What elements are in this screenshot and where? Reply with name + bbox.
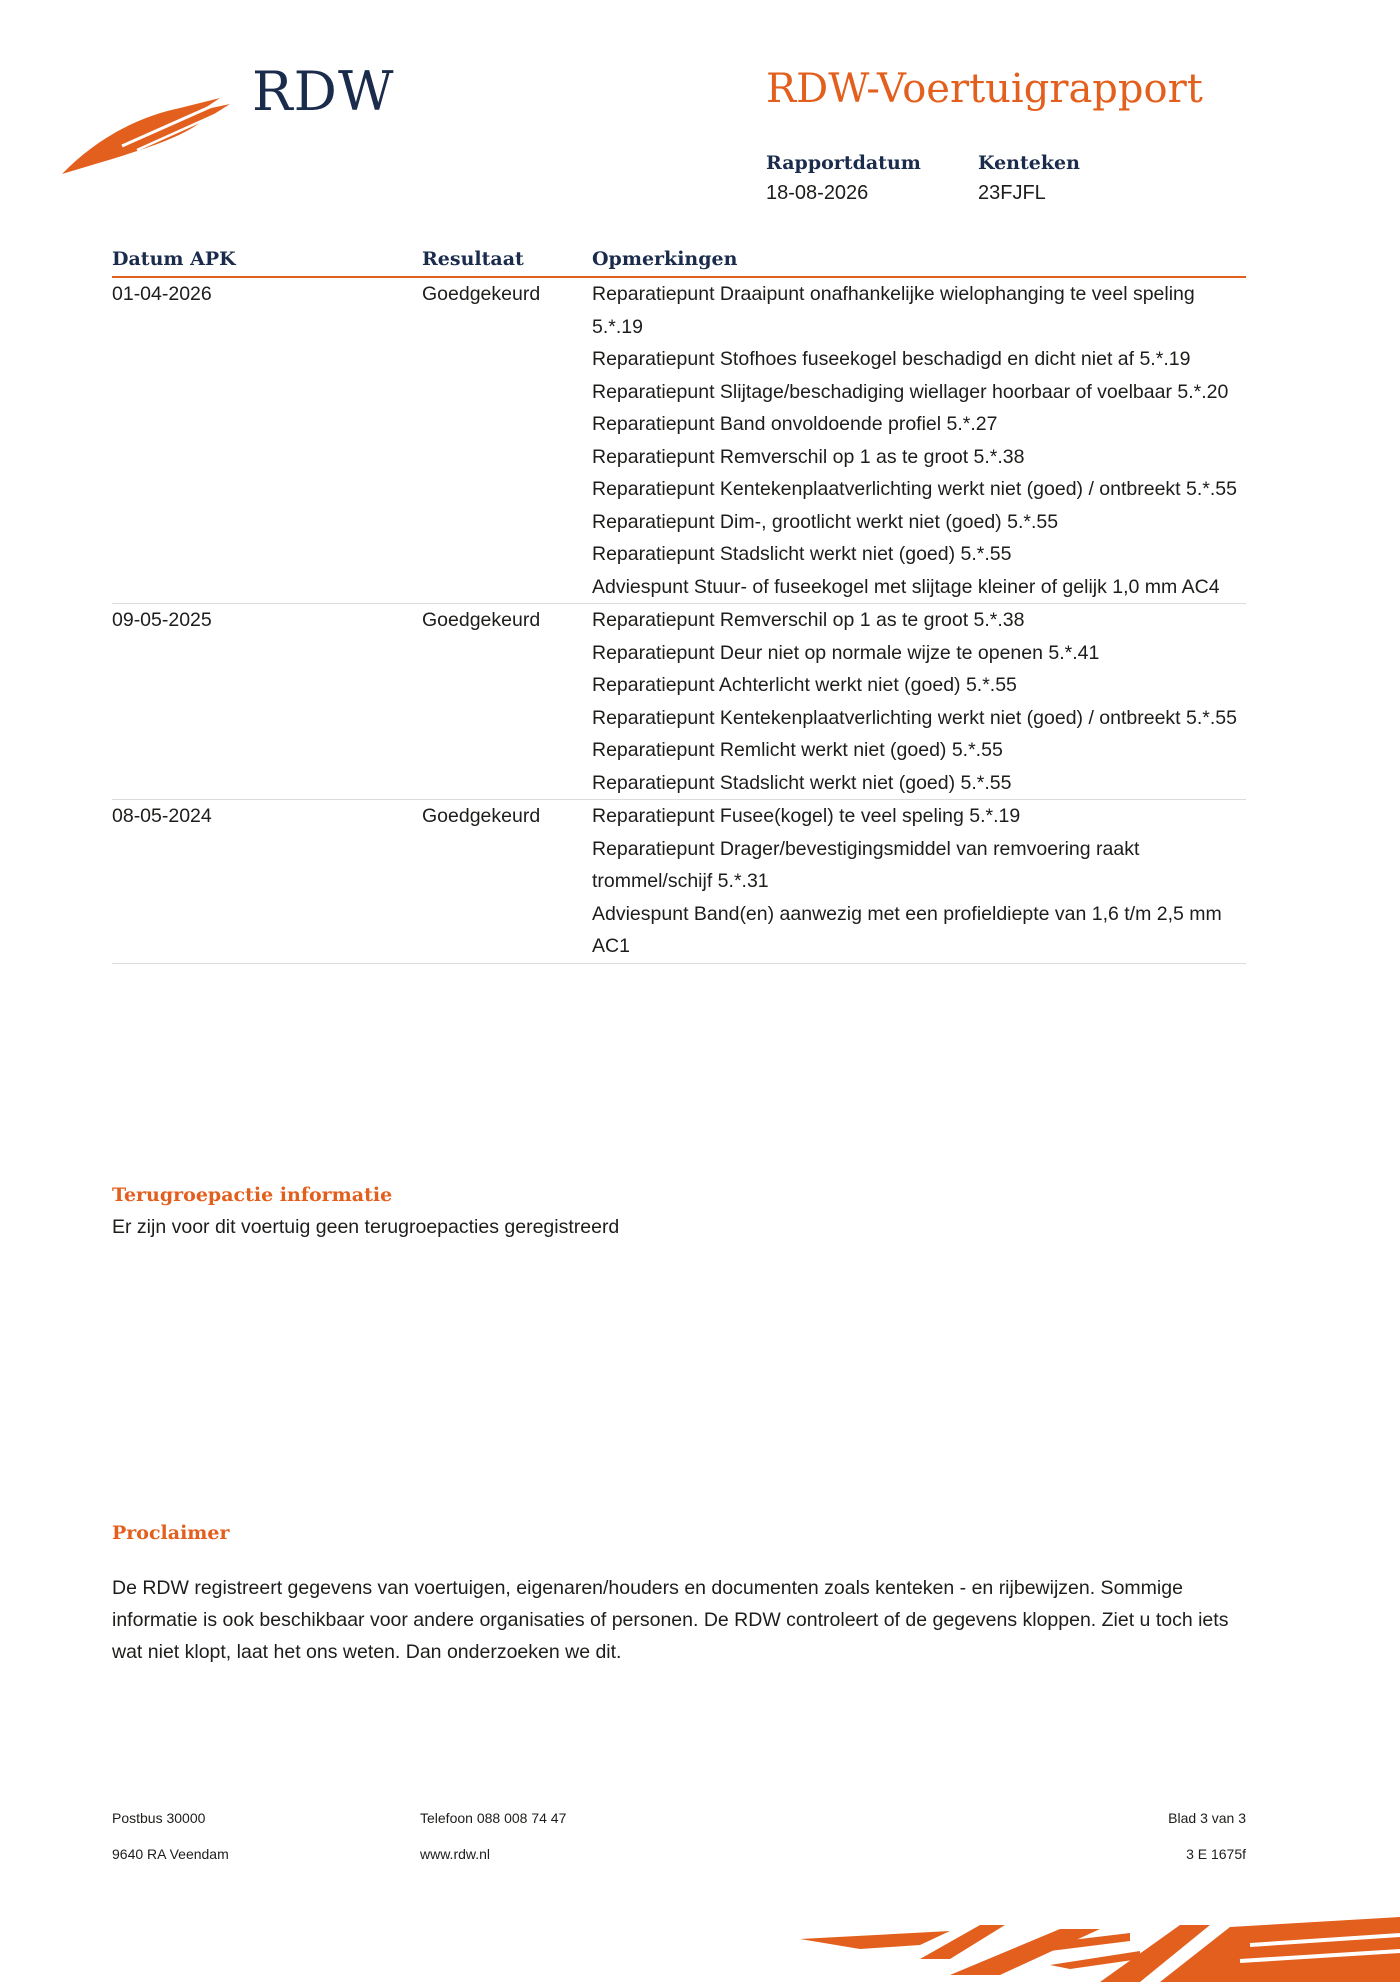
remark-item: Adviespunt Band(en) aanwezig met een profieldiepte van 1,6 t/m 2,5 mm AC1 [592,902,1222,957]
remark-item: Reparatiepunt Band onvoldoende profiel 5.*.27 [592,413,998,435]
apk-date: 09-05-2025 [112,604,422,800]
plate-value: 23FJFL [978,182,1046,204]
remark-item: Reparatiepunt Kentekenplaatverlichting werkt niet (goed) / ontbreekt 5.*.55 [592,706,1237,729]
apk-date: 08-05-2024 [112,800,422,964]
apk-result: Goedgekeurd [422,604,592,800]
table-header-row [112,246,1246,277]
logo-text: RDW [252,60,395,123]
remark-item: Reparatiepunt Stadslicht werkt niet (goed) 5.*.55 [592,771,1012,794]
remark-item: Reparatiepunt Kentekenplaatverlichting werkt niet (goed) / ontbreekt 5.*.55 [592,478,1237,500]
remark-item: Reparatiepunt Fusee(kogel) te veel speling 5.*.19 [592,805,1021,827]
report-title: RDW-Voertuigrapport [766,66,1203,112]
apk-remarks [592,800,1246,964]
remark-item: Reparatiepunt Stofhoes fuseekogel beschadigd en dicht niet af 5.*.19 [592,348,1191,370]
remark-item: Reparatiepunt Remlicht werkt niet (goed) 5.*.55 [592,739,1003,761]
footer-phone: Telefoon 088 008 74 47 [420,1810,567,1826]
table-row [112,277,1246,604]
apk-history-table [112,246,1246,964]
table-row [112,604,1246,800]
apk-result: Goedgekeurd [422,800,592,964]
plate-label: Kenteken [978,152,1080,174]
remark-item: Adviespunt Stuur- of fuseekogel met slijtage kleiner of gelijk 1,0 mm AC4 [592,575,1220,598]
remark-item: Reparatiepunt Remverschil op 1 as te groot 5.*.38 [592,609,1025,631]
proclaimer-heading: Proclaimer [112,1522,230,1544]
apk-remarks [592,604,1246,800]
recall-heading: Terugroepactie informatie [112,1184,393,1206]
remark-item: Reparatiepunt Slijtage/beschadiging wiellager hoorbaar of voelbaar 5.*.20 [592,380,1229,403]
remark-item: Reparatiepunt Draaipunt onafhankelijke wielophanging te veel speling 5.*.19 [592,283,1195,338]
remark-item: Reparatiepunt Deur niet op normale wijze te openen 5.*.41 [592,641,1100,664]
footer-website[interactable]: www.rdw.nl [420,1846,491,1862]
column-header-remarks: Opmerkingen [592,246,1246,277]
apk-table-body [112,277,1246,963]
footer-address-line1: Postbus 30000 [112,1810,206,1826]
apk-result: Goedgekeurd [422,277,592,604]
footer-decoration-icon [800,1915,1400,1982]
column-header-date: Datum APK [112,246,422,277]
apk-date: 01-04-2026 [112,277,422,604]
footer-address-line2: 9640 RA Veendam [112,1846,229,1862]
remark-item: Reparatiepunt Remverschil op 1 as te groot 5.*.38 [592,445,1025,468]
apk-remarks [592,277,1246,604]
recall-text: Er zijn voor dit voertuig geen terugroepacties geregistreerd [112,1216,620,1238]
report-date-value: 18-08-2026 [766,182,869,204]
remark-item: Reparatiepunt Stadslicht werkt niet (goed) 5.*.55 [592,543,1012,565]
rdw-logo-icon [62,88,232,178]
footer-page-number: Blad 3 van 3 [1168,1810,1246,1826]
column-header-result: Resultaat [422,246,592,277]
remark-item: Reparatiepunt Dim-, grootlicht werkt niet (goed) 5.*.55 [592,510,1059,533]
report-date-label: Rapportdatum [766,152,921,174]
proclaimer-text: De RDW registreert gegevens van voertuigen, eigenaren/houders en documenten zoals kenteken - en rijbewijzen. Sommige informatie is ook beschikbaar voor andere organisaties of personen. De RDW controleert of de gegevens kloppen. Ziet u toch iets wat niet klopt, laat het ons weten. Dan onderzoeken we dit. [112,1577,1229,1663]
remark-item: Reparatiepunt Drager/bevestigingsmiddel van remvoering raakt trommel/schijf 5.*.31 [592,837,1140,892]
table-row [112,800,1246,964]
remark-item: Reparatiepunt Achterlicht werkt niet (goed) 5.*.55 [592,674,1017,696]
footer-document-code: 3 E 1675f [1186,1846,1246,1862]
